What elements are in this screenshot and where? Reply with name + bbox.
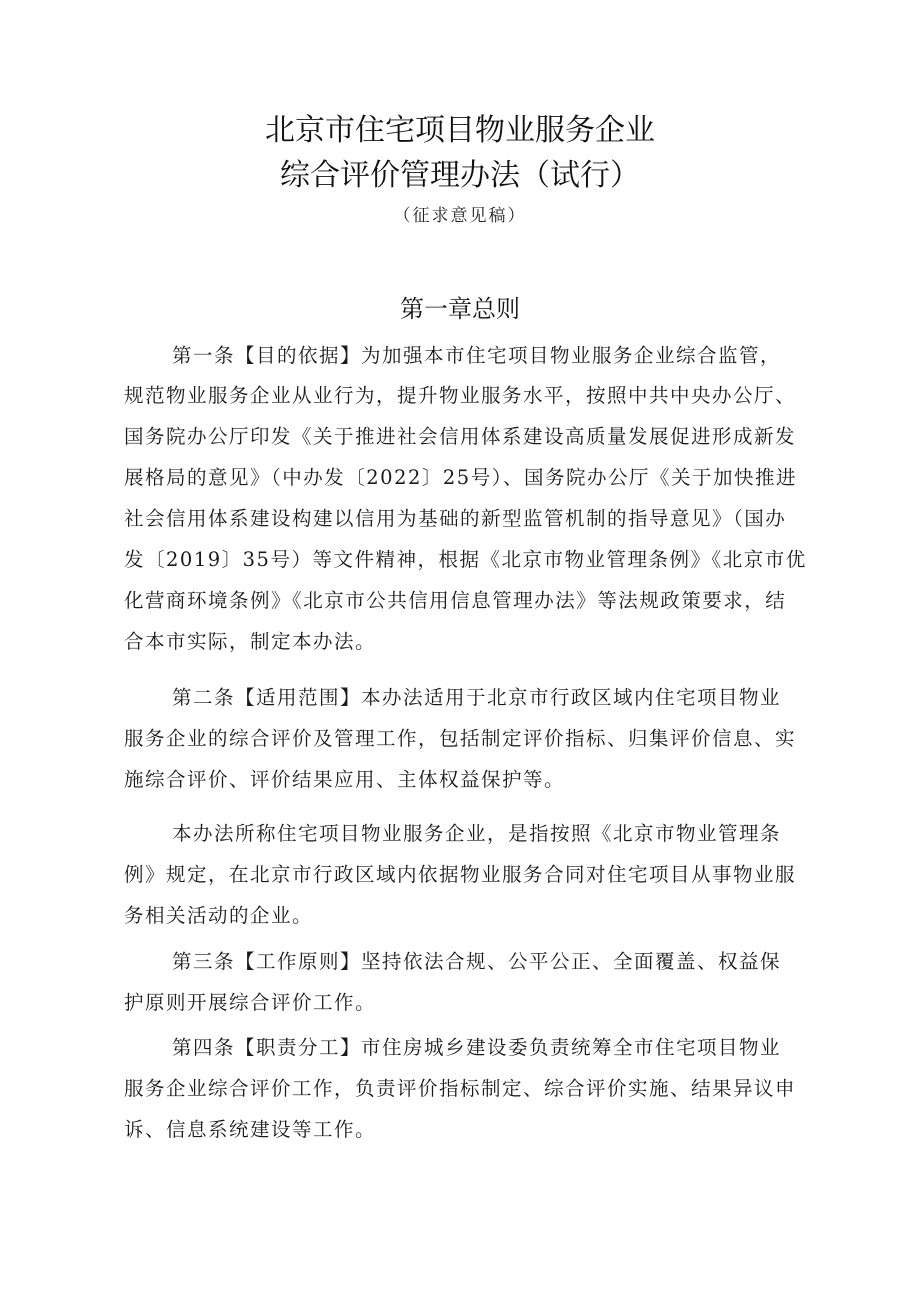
- body-line: 第三条【工作原则】坚持依法合规、公平公正、全面覆盖、权益保: [172, 950, 782, 973]
- body-line: 合本市实际，制定本办法。: [124, 630, 377, 653]
- body-line: 发〔2019〕35号）等文件精神，根据《北京市物业管理条例》《北京市优: [124, 548, 807, 571]
- body-line: 例》规定，在北京市行政区域内依据物业服务合同对住宅项目从事物业服: [124, 863, 797, 886]
- body-line: 服务企业综合评价工作，负责评价指标制定、综合评价实施、结果异议申: [124, 1077, 797, 1100]
- body-line: 化营商环境条例》《北京市公共信用信息管理办法》等法规政策要求，结: [124, 589, 787, 612]
- document-title-line-1: 北京市住宅项目物业服务企业: [265, 113, 655, 148]
- body-line: 服务企业的综合评价及管理工作，包括制定评价指标、归集评价信息、实: [124, 727, 797, 750]
- body-line: 社会信用体系建设构建以信用为基础的新型监管机制的指导意见》（国办: [124, 507, 787, 530]
- body-line: 诉、信息系统建设等工作。: [124, 1118, 377, 1141]
- body-line: 规范物业服务企业从业行为，提升物业服务水平，按照中共中央办公厅、: [124, 384, 797, 407]
- body-line: 第四条【职责分工】市住房城乡建设委负责统筹全市住宅项目物业: [172, 1036, 782, 1059]
- body-line: 施综合评价、评价结果应用、主体权益保护等。: [124, 768, 566, 791]
- body-line: 务相关活动的企业。: [124, 904, 314, 927]
- body-line: 展格局的意见》（中办发〔2022〕25号）、国务院办公厅《关于加快推进: [124, 466, 797, 489]
- body-line: 第一条【目的依据】为加强本市住宅项目物业服务企业综合监管，: [172, 344, 782, 367]
- chapter-heading: 第一章总则: [400, 295, 520, 323]
- body-line: 第二条【适用范围】本办法适用于北京市行政区域内住宅项目物业: [172, 686, 782, 709]
- body-line: 本办法所称住宅项目物业服务企业，是指按照《北京市物业管理条: [172, 822, 782, 845]
- body-line: 护原则开展综合评价工作。: [124, 991, 377, 1014]
- body-line: 国务院办公厅印发《关于推进社会信用体系建设高质量发展促进形成新发: [124, 425, 797, 448]
- document-subtitle: （征求意见稿）: [393, 206, 527, 226]
- document-title-line-2: 综合评价管理办法（试行）: [280, 158, 640, 193]
